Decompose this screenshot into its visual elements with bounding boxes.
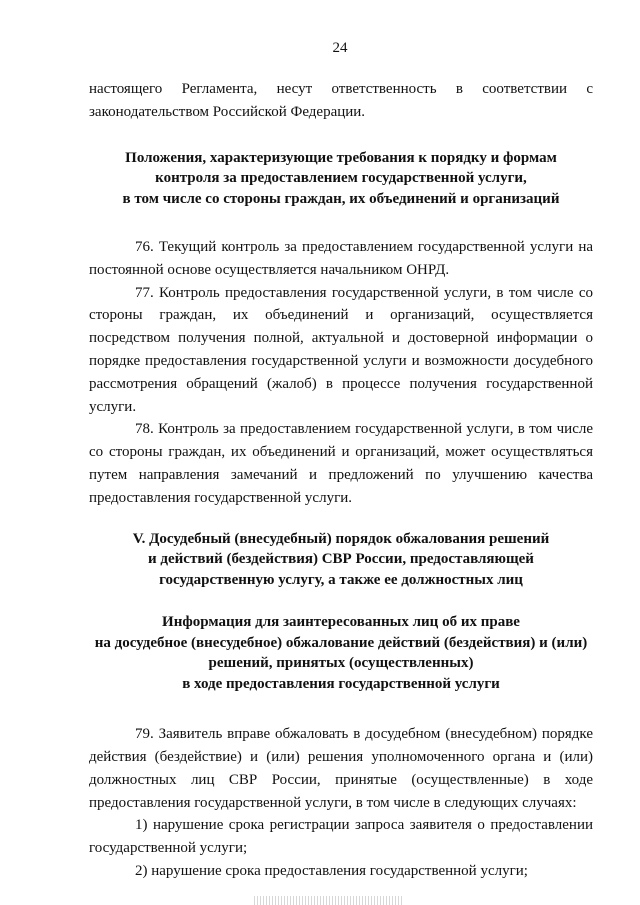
section-heading-control: [89, 148, 593, 210]
paragraph-continuation: настоящего Регламента, несут ответственность в соответствии с законодательством Российской Федерации.: [89, 81, 593, 120]
paragraph-78: 78. Контроль за предоставлением государственной услуги, в том числе со стороны граждан, их объединений и организаций, может осуществляться путем направления замечаний и предложений по улучшению качества предоставления государственной услуги.: [89, 421, 593, 506]
list-item-2: 2) нарушение срока предоставления государственной услуги;: [135, 862, 528, 879]
heading-line: и действий (бездействия) СВР России, предоставляющей: [148, 551, 534, 568]
heading-line: в ходе предоставления государственной услуги: [182, 675, 500, 692]
paragraph-76: 76. Текущий контроль за предоставлением государственной услуги на постоянной основе осуществляется начальником ОНРД.: [89, 239, 593, 278]
section-heading-appeal: [89, 529, 593, 591]
heading-line: контроля за предоставлением государственной услуги,: [155, 170, 527, 187]
heading-line: государственную услугу, а также ее должностных лиц: [159, 571, 523, 588]
heading-line: Положения, характеризующие требования к порядку и формам: [125, 149, 557, 166]
list-item-1: 1) нарушение срока регистрации запроса заявителя о предоставлении государственной услуги;: [89, 817, 593, 857]
heading-line: решений, принятых (осуществленных): [208, 655, 474, 672]
heading-line: Информация для заинтересованных лиц об их праве: [162, 614, 520, 631]
heading-line: на досудебное (внесудебное) обжалование действий (бездействия) и (или): [94, 634, 588, 651]
paragraph-77: 77. Контроль предоставления государственной услуги, в том числе со стороны граждан, их объединений и организаций, осуществляется посредством получения полной, актуальной и достоверной информации о порядке предоставления государственной услуги и возможности досудебного рассмотрения обращений (жалоб) в процессе получения государственной услуги.: [89, 284, 593, 415]
subsection-heading-information: [89, 612, 593, 694]
document-body: [89, 78, 593, 883]
scan-artifact: [254, 896, 404, 905]
page-number: 24: [332, 40, 348, 56]
heading-line: в том числе со стороны граждан, их объединений и организаций: [122, 190, 560, 207]
heading-line: V. Досудебный (внесудебный) порядок обжалования решений: [132, 530, 550, 547]
paragraph-79: 79. Заявитель вправе обжаловать в досудебном (внесудебном) порядке действия (бездействие) и (или) решения уполномоченного органа и (или) должностных лиц СВР России, принятые (осуществленные) в ходе предоставления государственной услуги, в том числе в следующих случаях:: [89, 726, 593, 811]
